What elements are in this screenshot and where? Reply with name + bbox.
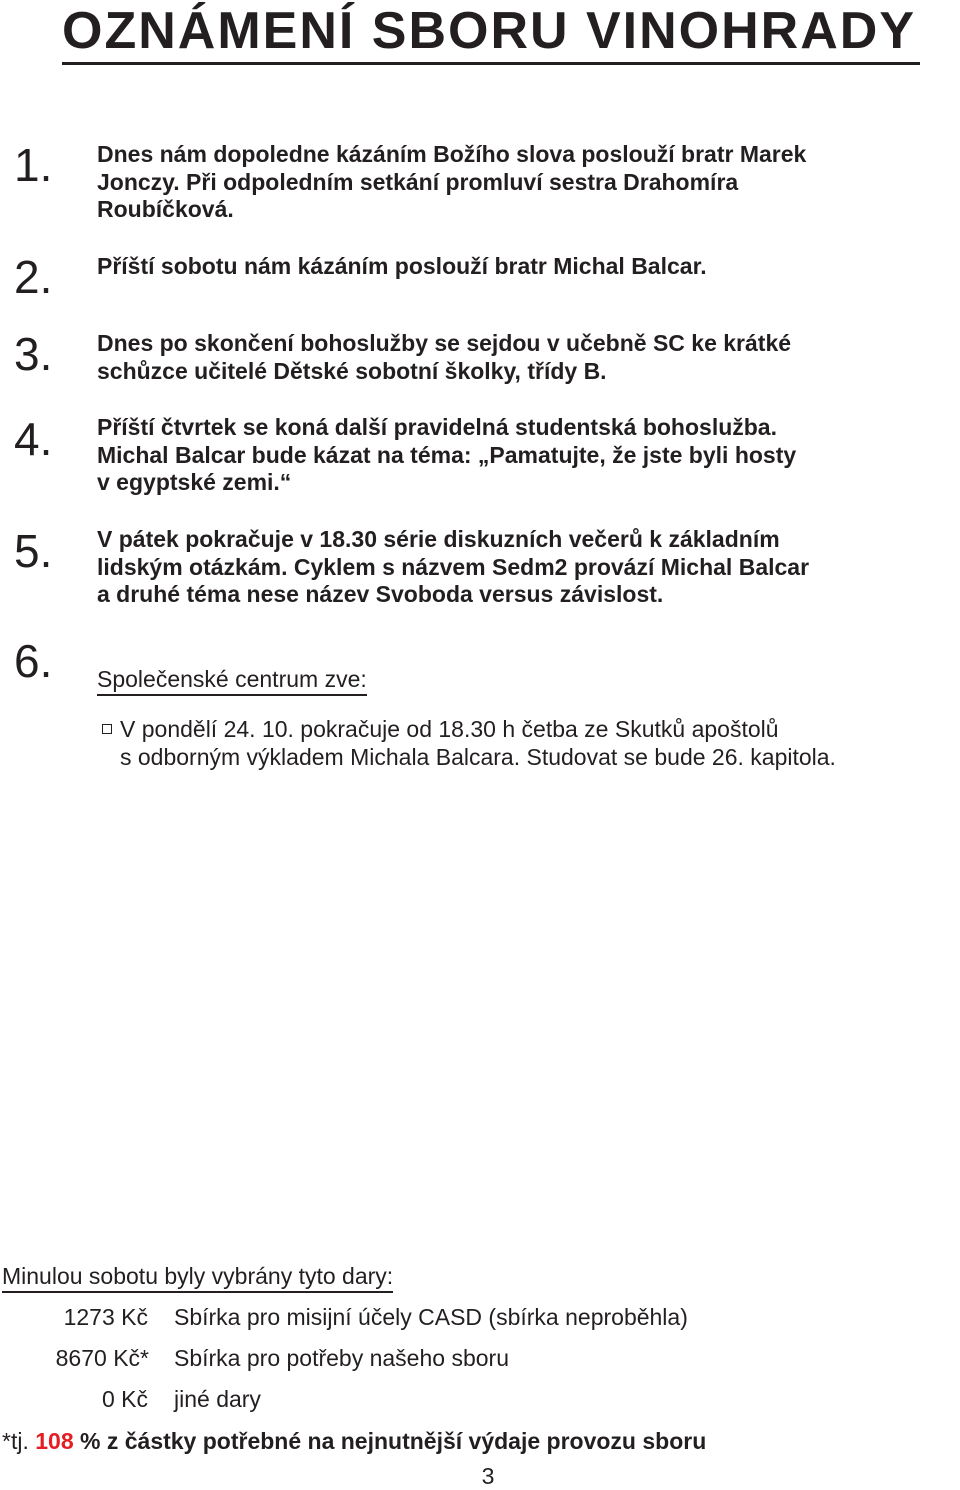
item-text: Dnes nám dopoledne kázáním Božího slova poslouží bratr Marek Jonczy. Při odpoledním setkání promluví sestra Drahomíra Roubíčková. — [97, 141, 807, 222]
item-number: 4. — [14, 413, 53, 465]
item-number: 6. — [14, 635, 53, 687]
page-title: OZNÁMENÍ SBORU VINOHRADY — [62, 2, 917, 60]
sub-item-text: V pondělí 24. 10. pokračuje od 18.30 h četba ze Skutků apoštolů s odborným výkladem Michala Balcara. Studovat se bude 26. kapitola. — [120, 716, 836, 770]
item-number: 5. — [14, 525, 53, 577]
gifts-heading: Minulou sobotu byly vybrány tyto dary: — [2, 1262, 393, 1293]
item-number: 3. — [14, 328, 53, 380]
gift-description: Sbírka pro misijní účely CASD (sbírka neproběhla) — [174, 1304, 688, 1330]
gifts-footnote — [2, 1427, 706, 1455]
gift-amount: 8670 Kč* — [55, 1345, 149, 1371]
item-number: 2. — [14, 251, 53, 303]
item-text: Dnes po skončení bohoslužby se sejdou v učebně SC ke krátké schůzce učitelé Dětské sobotní školky, třídy B. — [97, 330, 792, 384]
item-number: 1. — [14, 139, 53, 191]
item-text: V pátek pokračuje v 18.30 série diskuzních večerů k základním lidským otázkám. Cyklem s názvem Sedm2 provází Michal Balcar a druhé téma nese název Svoboda versus závislost. — [97, 526, 810, 607]
item-text — [97, 638, 957, 693]
square-bullet-icon — [102, 724, 112, 734]
footnote-percent: 108 — [35, 1428, 74, 1454]
footnote-prefix: *tj. — [2, 1428, 36, 1454]
item-text: Příští čtvrtek se koná další pravidelná studentská bohoslužba. Michal Balcar bude kázat na téma: „Pamatujte, že jste byli hosty v egyptské zemi.“ — [97, 414, 797, 495]
page-number: 3 — [481, 1463, 495, 1489]
footnote-text: % z částky potřebné na nejnutnější výdaje provozu sboru — [73, 1428, 707, 1454]
item-heading: Společenské centrum zve: — [97, 666, 367, 696]
title-underline — [62, 62, 920, 65]
gift-amount: 0 Kč — [101, 1386, 148, 1412]
item-text: Příští sobotu nám kázáním poslouží bratr Michal Balcar. — [97, 253, 707, 279]
gift-description: Sbírka pro potřeby našeho sboru — [174, 1345, 509, 1371]
gift-description: jiné dary — [174, 1386, 261, 1412]
gift-amount: 1273 Kč — [63, 1304, 148, 1330]
